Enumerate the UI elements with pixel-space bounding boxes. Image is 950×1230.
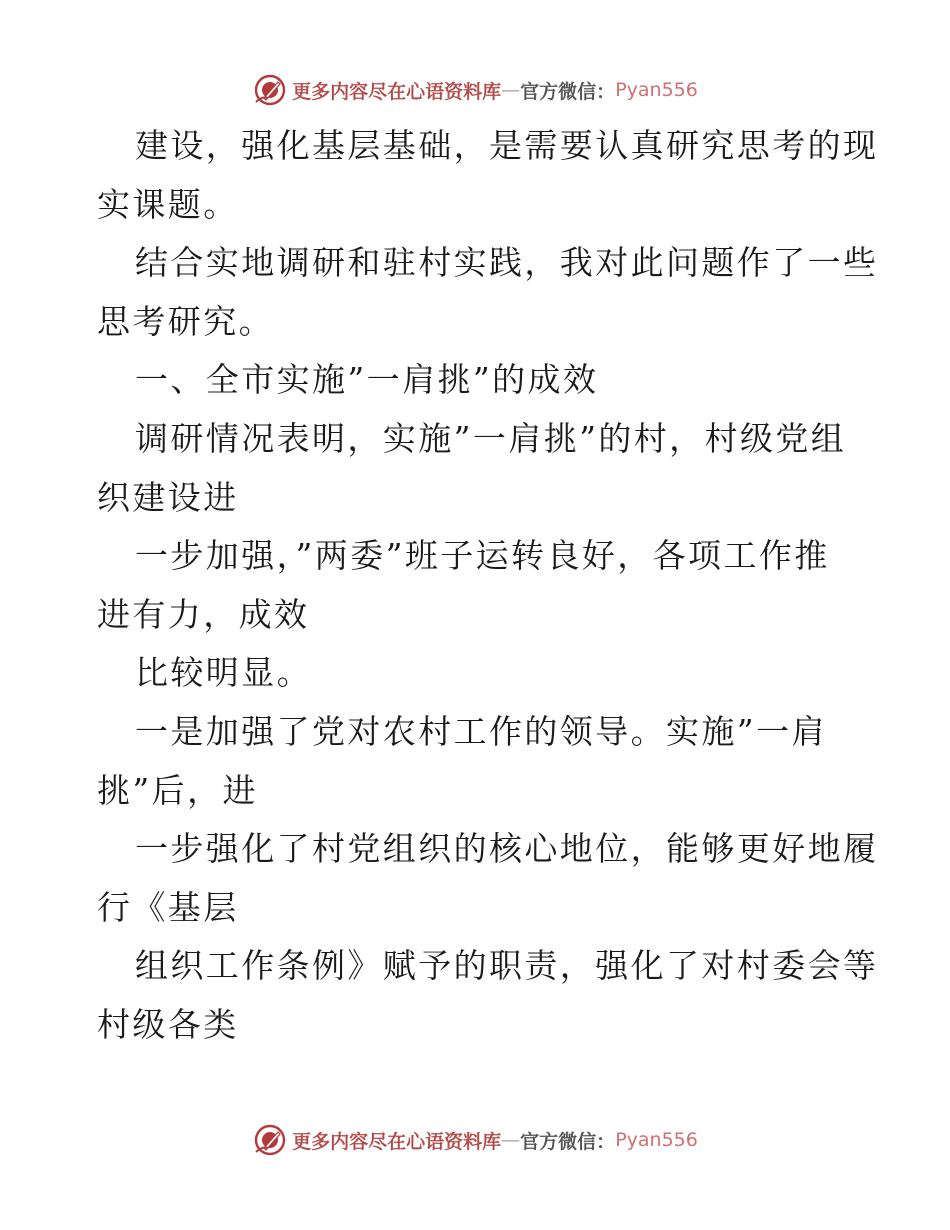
watermark-brand: 更多内容尽在心语资料库 bbox=[292, 1130, 502, 1153]
text-line: 进有力，成效 bbox=[97, 594, 310, 634]
text-line: 调研情况表明，实施”一肩挑”的村，村级党组 bbox=[135, 418, 847, 458]
text-line: 一步加强，”两委”班子运转良好，各项工作推 bbox=[135, 536, 830, 576]
document-body bbox=[97, 117, 879, 1055]
text-line: 比较明显。 bbox=[135, 653, 312, 693]
watermark-wechat-id: Pyan556 bbox=[615, 79, 698, 101]
header-watermark bbox=[0, 70, 950, 110]
text-line: 思考研究。 bbox=[97, 301, 274, 341]
text-line: 织建设进 bbox=[97, 477, 239, 517]
text-line: 建设，强化基层基础，是需要认真研究思考的现 bbox=[135, 126, 879, 165]
text-line: 村级各类 bbox=[97, 1004, 239, 1044]
footer-watermark bbox=[0, 1120, 950, 1160]
text-line: 挑”后，进 bbox=[97, 770, 258, 810]
text-line: 组织工作条例》赋予的职责，强化了对村委会等 bbox=[135, 946, 879, 986]
text-line: 结合实地调研和驻村实践，我对此问题作了一些 bbox=[135, 243, 879, 283]
watermark-label: 官方微信： bbox=[520, 80, 616, 103]
watermark-wechat-id: Pyan556 bbox=[615, 1129, 698, 1151]
watermark-separator: — bbox=[501, 79, 521, 101]
watermark-label: 官方微信： bbox=[520, 1130, 616, 1153]
section-heading: 一、全市实施”一肩挑”的成效 bbox=[135, 360, 599, 400]
text-line: 一是加强了党对农村工作的领导。实施”一肩 bbox=[135, 711, 827, 751]
text-line: 实课题。 bbox=[97, 184, 239, 224]
watermark-separator: — bbox=[501, 1129, 521, 1151]
watermark-brand: 更多内容尽在心语资料库 bbox=[292, 80, 502, 103]
brand-logo-icon bbox=[252, 72, 288, 108]
brand-logo-icon bbox=[252, 1122, 288, 1158]
text-line: 一步强化了村党组织的核心地位，能够更好地履 bbox=[135, 829, 879, 869]
text-line: 行《基层 bbox=[97, 887, 239, 927]
